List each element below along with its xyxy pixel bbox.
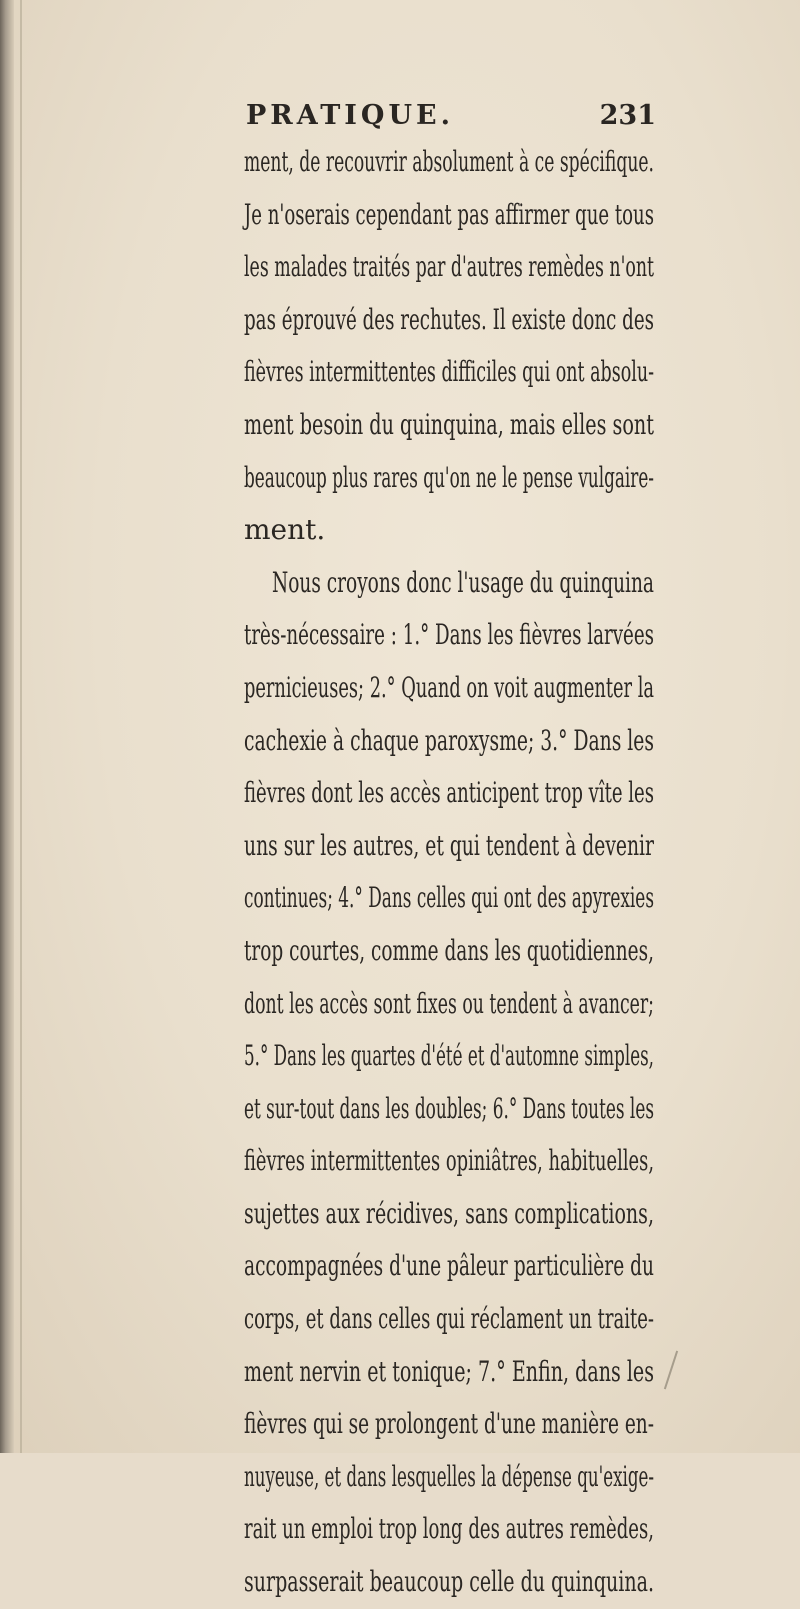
page-number: 231 bbox=[599, 100, 656, 131]
text-line: fièvres qui se prolongent d'une manière en- bbox=[244, 1407, 654, 1441]
text-line: continues; 4.° Dans celles qui ont des apyrexies bbox=[244, 881, 654, 915]
text-line: ment. bbox=[244, 513, 326, 547]
text-line: ment nervin et tonique; 7.° Enfin, dans les bbox=[244, 1354, 654, 1388]
text-line: les malades traités par d'autres remèdes n'ont bbox=[244, 250, 654, 284]
page-binding-edge bbox=[0, 0, 14, 1453]
text-line: très-nécessaire : 1.° Dans les fièvres larvées bbox=[244, 618, 654, 652]
text-line: beaucoup plus rares qu'on ne le pense vulgaire- bbox=[244, 460, 654, 494]
text-line: 5.° Dans les quartes d'été et d'automne simples, bbox=[244, 1039, 654, 1073]
running-title: PRATIQUE. bbox=[246, 100, 454, 131]
text-line: fièvres intermittentes opiniâtres, habituelles, bbox=[244, 1144, 654, 1178]
page-gutter-line bbox=[20, 0, 22, 1453]
text-line: uns sur les autres, et qui tendent à devenir bbox=[244, 828, 654, 862]
text-line: et sur-tout dans les doubles; 6.° Dans toutes les bbox=[244, 1091, 654, 1125]
text-line: rait un emploi trop long des autres remèdes, bbox=[244, 1512, 654, 1546]
text-line: fièvres intermittentes difficiles qui ont absolu- bbox=[244, 355, 654, 389]
text-line: cachexie à chaque paroxysme; 3.° Dans les bbox=[244, 723, 654, 757]
body-text bbox=[244, 136, 654, 1609]
text-line: fièvres dont les accès anticipent trop vîte les bbox=[244, 776, 654, 810]
text-line: dont les accès sont fixes ou tendent à avancer; bbox=[244, 986, 654, 1020]
text-line: trop courtes, comme dans les quotidiennes, bbox=[244, 933, 654, 967]
text-line: accompagnées d'une pâleur particulière du bbox=[244, 1249, 654, 1283]
text-line: surpasserait beaucoup celle du quinquina. bbox=[244, 1565, 654, 1599]
ink-mark bbox=[664, 1351, 678, 1390]
text-line: corps, et dans celles qui réclament un traite- bbox=[244, 1302, 654, 1336]
text-line: ment, de recouvrir absolument à ce spécifique. bbox=[244, 145, 654, 178]
text-line: pernicieuses; 2.° Quand on voit augmenter la bbox=[244, 670, 654, 704]
paragraph-start-line: Nous croyons donc l'usage du quinquina bbox=[272, 565, 654, 599]
text-line: sujettes aux récidives, sans complications, bbox=[244, 1196, 654, 1230]
text-line: pas éprouvé des rechutes. Il existe donc des bbox=[244, 302, 654, 336]
text-line: Je n'oserais cependant pas affirmer que tous bbox=[244, 197, 654, 231]
text-line: nuyeuse, et dans lesquelles la dépense qu'exige- bbox=[244, 1459, 654, 1493]
text-line: ment besoin du quinquina, mais elles sont bbox=[244, 407, 654, 441]
